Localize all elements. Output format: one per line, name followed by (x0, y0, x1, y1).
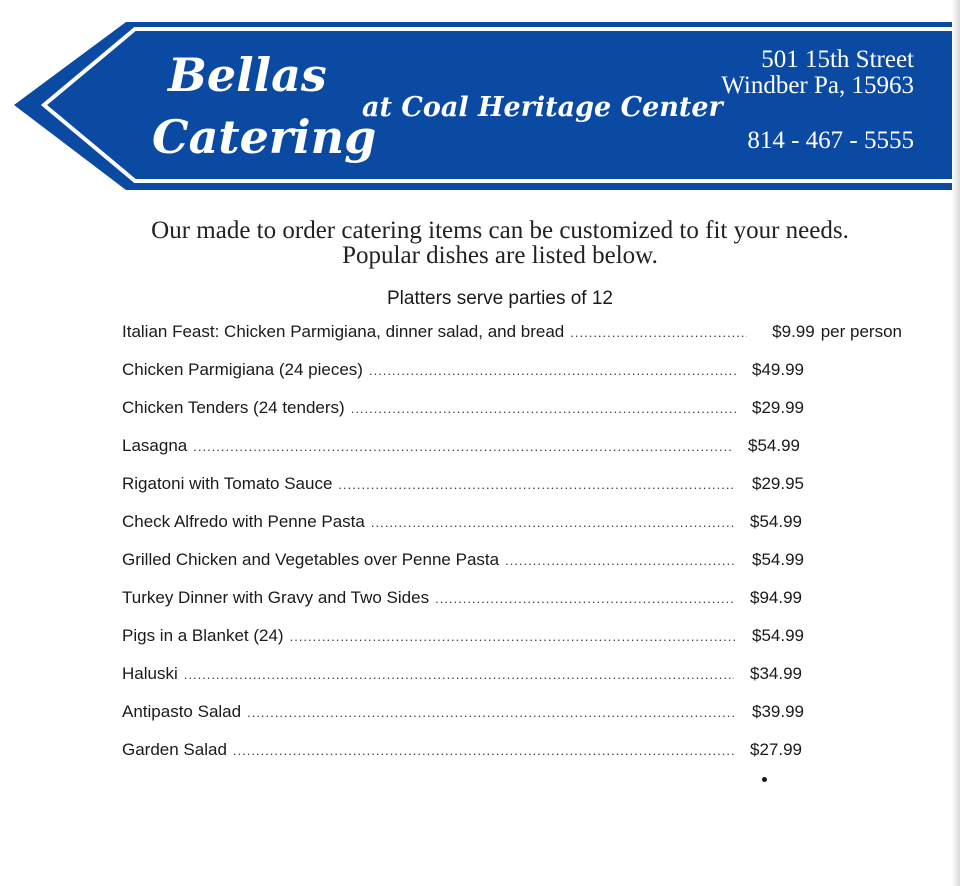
menu-item-price: $94.99 (750, 588, 802, 607)
menu-item-price: $54.99 (748, 436, 800, 455)
menu-item-name: Italian Feast: Chicken Parmigiana, dinner salad, and bread (122, 322, 565, 341)
menu-item-price: $34.99 (750, 664, 802, 683)
dot-leader (193, 439, 732, 454)
menu-item-note: per person (820, 322, 902, 341)
menu-item-name: Haluski (122, 664, 178, 683)
menu-item-name: Pigs in a Blanket (24) (122, 626, 284, 645)
dot-leader (233, 743, 734, 758)
menu-item (122, 360, 804, 398)
bullet-dot (762, 777, 767, 782)
menu-item (122, 702, 804, 740)
menu-item (122, 740, 802, 778)
dot-leader (351, 401, 736, 416)
dot-leader (247, 705, 736, 720)
menu-item-name: Rigatoni with Tomato Sauce (122, 474, 333, 493)
menu-item (122, 550, 804, 588)
menu-item (122, 436, 800, 474)
menu-item-name: Antipasto Salad (122, 702, 242, 721)
dot-leader (369, 363, 736, 378)
intro-line2: Popular dishes are listed below. (342, 242, 658, 269)
menu-item-name: Grilled Chicken and Vegetables over Penne Pasta (122, 550, 500, 569)
menu-item (122, 626, 804, 664)
menu-item (122, 588, 802, 626)
dot-leader (570, 325, 746, 340)
menu-item-name: Lasagna (122, 436, 188, 455)
menu-item (122, 322, 902, 360)
brand-name-line1: Bellas (168, 48, 327, 102)
address-line1: 501 15th Street (761, 46, 914, 73)
menu-item-name: Chicken Parmigiana (24 pieces) (122, 360, 363, 379)
menu-item-name: Chicken Tenders (24 tenders) (122, 398, 345, 417)
dot-leader (435, 591, 734, 606)
menu-item-name: Check Alfredo with Penne Pasta (122, 512, 365, 531)
intro-text (0, 218, 960, 268)
dot-leader (505, 553, 736, 568)
menu-item-name: Garden Salad (122, 740, 227, 759)
page-edge (952, 0, 960, 886)
menu-item-price: $27.99 (750, 740, 802, 759)
dot-leader (338, 477, 736, 492)
menu-item-price: $9.99 (772, 322, 815, 341)
brand-name-line2: Catering (152, 110, 377, 164)
menu-item-name: Turkey Dinner with Gravy and Two Sides (122, 588, 430, 607)
intro-line1: Our made to order catering items can be customized to fit your needs. (151, 217, 849, 244)
platters-note: Platters serve parties of 12 (387, 288, 613, 309)
phone-number: 814 - 467 - 5555 (747, 127, 914, 154)
dot-leader (290, 629, 736, 644)
menu-item-price: $39.99 (752, 702, 804, 721)
address-line2: Windber Pa, 15963 (721, 72, 914, 99)
menu-item (122, 398, 804, 436)
dot-leader (371, 515, 734, 530)
menu-item-price: $29.95 (752, 474, 804, 493)
menu-item-price: $54.99 (752, 626, 804, 645)
menu-item (122, 474, 804, 512)
dot-leader (184, 667, 734, 682)
menu-item-price: $54.99 (752, 550, 804, 569)
venue-subtitle: at Coal Heritage Center (362, 92, 723, 123)
menu-item (122, 664, 802, 702)
menu-item (122, 512, 802, 550)
menu-item-price: $54.99 (750, 512, 802, 531)
menu-item-price: $49.99 (752, 360, 804, 379)
menu-list (122, 322, 902, 778)
menu-item-price: $29.99 (752, 398, 804, 417)
